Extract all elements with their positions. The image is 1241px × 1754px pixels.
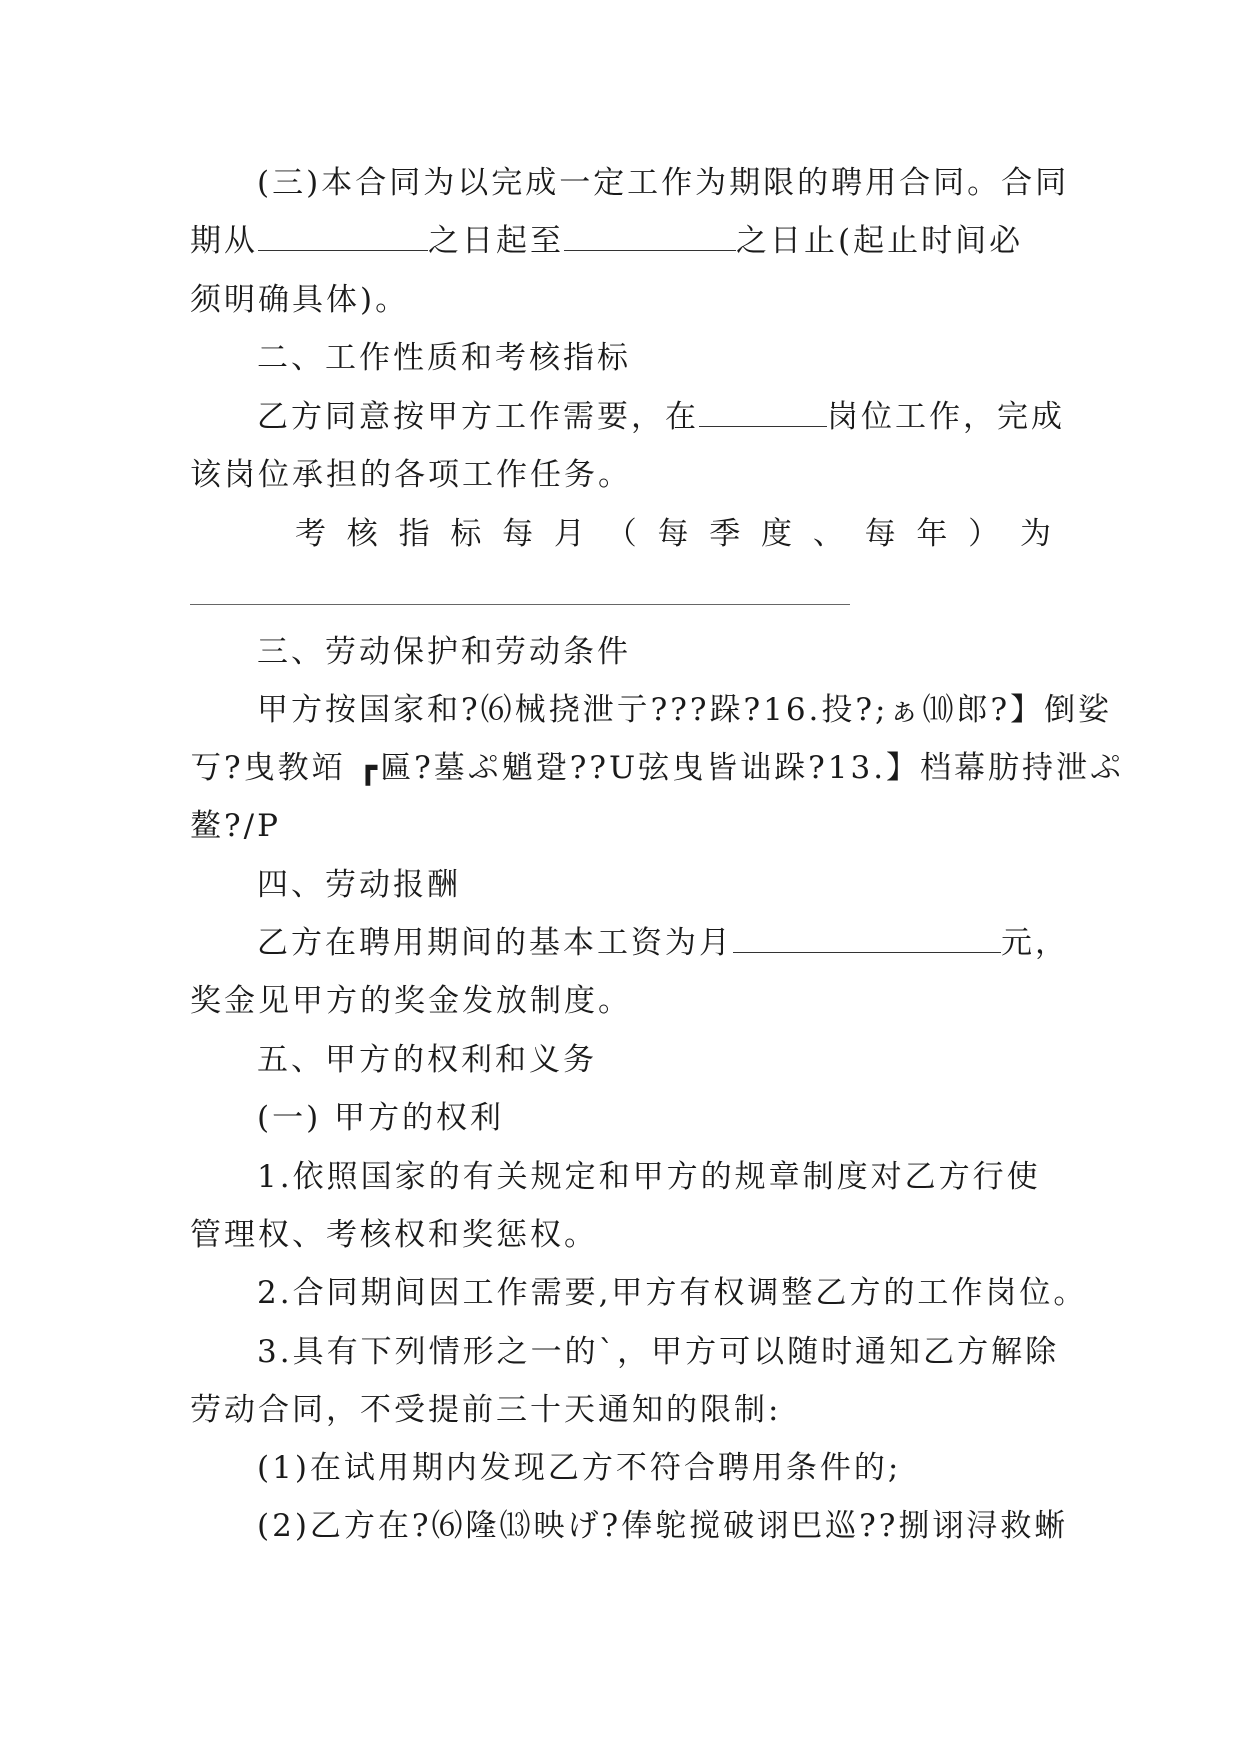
start-date-blank — [258, 224, 428, 251]
paragraph-protection-line1: 甲方按国家和?⑹械挠泄亍???跺?16.投?;ぁ⑽郎?】倒娑 — [257, 692, 1113, 728]
paragraph-post-line2: 该岗位承担的各项工作任务。 — [190, 457, 632, 493]
paragraph-post-line1: 乙方同意按甲方工作需要，在 岗位工作，完成 — [257, 399, 1065, 435]
list-item-2: 2.合同期间因工作需要,甲方有权调整乙方的工作岗位。 — [257, 1275, 1088, 1311]
section-heading-3: 三、劳动保护和劳动条件 — [257, 634, 631, 670]
list-item-1-line2: 管理权、考核权和奖惩权。 — [190, 1217, 598, 1253]
paragraph-salary-line1: 乙方在聘用期间的基本工资为月 元， — [257, 925, 1069, 961]
paragraph-protection-line2: 丂?曳教竡 ┏匾?墓ぷ魈跫??U弦曳皆诎跺?13.】档幕肪持泄ぷ — [190, 750, 1125, 786]
end-date-blank — [564, 224, 736, 251]
subsection-heading-rights: (一) 甲方的权利 — [257, 1100, 505, 1136]
paragraph-protection-line3: 鳌?/P — [190, 808, 281, 844]
post-blank — [699, 400, 827, 427]
paragraph-term-line1: (三)本合同为以完成一定工作为期限的聘用合同。合同 — [257, 165, 1070, 201]
salary-blank — [733, 926, 1001, 953]
sub-item-2: (2)乙方在?⑹隆⒀映げ?俸鸵搅破诩巴巡??捌诩浔救蜥 — [257, 1508, 1069, 1544]
list-item-3-line1: 3.具有下列情形之一的`，甲方可以随时通知乙方解除 — [257, 1334, 1060, 1370]
assessment-blank-line — [190, 604, 850, 605]
assessment-line: 考 核 指 标 每 月 （ 每 季 度 、 每 年 ） 为 — [295, 516, 1051, 552]
paragraph-term-line2: 期从 之日起至 之日止(起止时间必 — [190, 223, 1024, 259]
section-heading-4: 四、劳动报酬 — [257, 867, 461, 903]
paragraph-salary-line2: 奖金见甲方的奖金发放制度。 — [190, 983, 632, 1019]
sub-item-1: (1)在试用期内发现乙方不符合聘用条件的; — [257, 1450, 902, 1486]
paragraph-term-line3: 须明确具体)。 — [190, 282, 410, 318]
list-item-1-line1: 1.依照国家的有关规定和甲方的规章制度对乙方行使 — [257, 1159, 1041, 1195]
section-heading-5: 五、甲方的权利和义务 — [257, 1042, 597, 1078]
list-item-3-line2: 劳动合同，不受提前三十天通知的限制: — [190, 1392, 782, 1428]
section-heading-2: 二、工作性质和考核指标 — [257, 340, 631, 376]
